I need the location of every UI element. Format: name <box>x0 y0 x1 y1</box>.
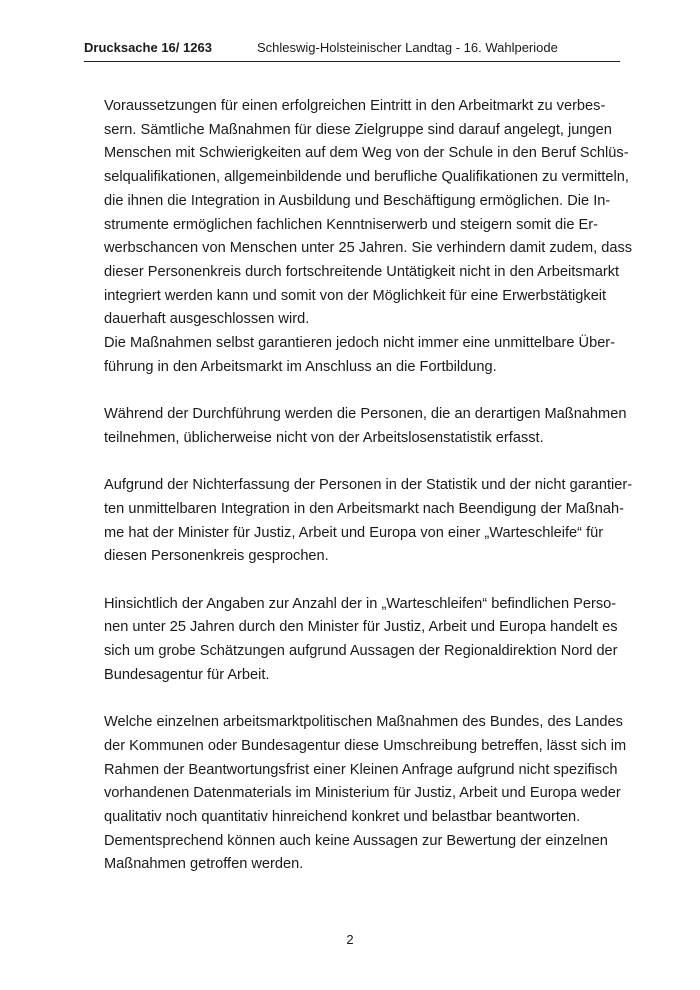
document-body <box>104 95 633 877</box>
paragraph <box>104 593 624 688</box>
text-line: Hinsichtlich der Angaben zur Anzahl der in „Warteschleifen“ befindlichen Perso- <box>104 595 617 612</box>
text-line: selqualifikationen, allgemeinbildende und berufliche Qualifikationen zu vermitteln, <box>104 169 629 186</box>
text-line: qualitativ noch quantitativ hinreichend konkret und belastbar beantworten. <box>104 809 581 826</box>
paragraph <box>104 332 624 379</box>
text-line: Rahmen der Beantwortungsfrist einer Kleinen Anfrage aufgrund nicht spezifisch <box>104 761 618 778</box>
parliament-title: Schleswig-Holsteinischer Landtag - 16. Wahlperiode <box>257 40 558 55</box>
text-line: Die Maßnahmen selbst garantieren jedoch nicht immer eine unmittelbare Über- <box>104 335 616 352</box>
text-line: vorhandenen Datenmaterials im Ministerium für Justiz, Arbeit und Europa weder <box>104 785 621 802</box>
paragraph <box>104 403 627 450</box>
document-number: Drucksache 16/ 1263 <box>84 40 212 55</box>
paragraph <box>104 474 633 569</box>
text-line: strumente ermöglichen fachlichen Kenntniserwerb und steigern somit die Er- <box>104 216 598 233</box>
paragraph-spacer <box>104 379 624 403</box>
text-line: Aufgrund der Nichterfassung der Personen in der Statistik und der nicht garantier- <box>104 477 633 494</box>
text-line: werbschancen von Menschen unter 25 Jahren. Sie verhindern damit zudem, dass <box>104 240 633 257</box>
paragraph-spacer <box>104 688 624 712</box>
paragraph-spacer <box>104 569 624 593</box>
text-line: Bundesagentur für Arbeit. <box>104 666 270 683</box>
paragraph <box>104 95 633 332</box>
text-line: integriert werden kann und somit von der Möglichkeit für eine Erwerbstätigkeit <box>104 287 607 304</box>
text-line: dauerhaft ausgeschlossen wird. <box>104 311 310 328</box>
text-line: dieser Personenkreis durch fortschreitende Untätigkeit nicht in den Arbeitsmarkt <box>104 263 620 280</box>
page-number: 2 <box>346 932 354 947</box>
text-line: der Kommunen oder Bundesagentur diese Umschreibung betreffen, lässt sich im <box>104 737 627 754</box>
text-line: Voraussetzungen für einen erfolgreichen Eintritt in den Arbeitmarkt zu verbes- <box>104 98 606 114</box>
text-line: nen unter 25 Jahren durch den Minister für Justiz, Arbeit und Europa handelt es <box>104 619 618 636</box>
text-line: sich um grobe Schätzungen aufgrund Aussagen der Regionaldirektion Nord der <box>104 643 618 660</box>
text-line: ten unmittelbaren Integration in den Arbeitsmarkt nach Beendigung der Maßnah- <box>104 500 625 517</box>
text-line: Während der Durchführung werden die Personen, die an derartigen Maßnahmen <box>104 406 627 423</box>
text-line: Menschen mit Schwierigkeiten auf dem Weg von der Schule in den Beruf Schlüs- <box>104 145 629 162</box>
page-header <box>84 39 620 62</box>
text-line: Maßnahmen getroffen werden. <box>104 856 304 873</box>
paragraph <box>104 711 627 877</box>
text-line: sern. Sämtliche Maßnahmen für diese Zielgruppe sind darauf angelegt, jungen <box>104 121 612 138</box>
text-line: Welche einzelnen arbeitsmarktpolitischen Maßnahmen des Bundes, des Landes <box>104 714 623 731</box>
text-line: me hat der Minister für Justiz, Arbeit und Europa von einer „Warteschleife“ für <box>104 524 604 541</box>
text-line: führung in den Arbeitsmarkt im Anschluss an die Fortbildung. <box>104 358 497 375</box>
text-line: diesen Personenkreis gesprochen. <box>104 548 329 565</box>
paragraph-spacer <box>104 451 624 475</box>
text-line: teilnehmen, üblicherweise nicht von der Arbeitslosenstatistik erfasst. <box>104 429 544 446</box>
text-line: die ihnen die Integration in Ausbildung und Beschäftigung ermöglichen. Die In- <box>104 192 611 209</box>
text-line: Dementsprechend können auch keine Aussagen zur Bewertung der einzelnen <box>104 832 608 849</box>
